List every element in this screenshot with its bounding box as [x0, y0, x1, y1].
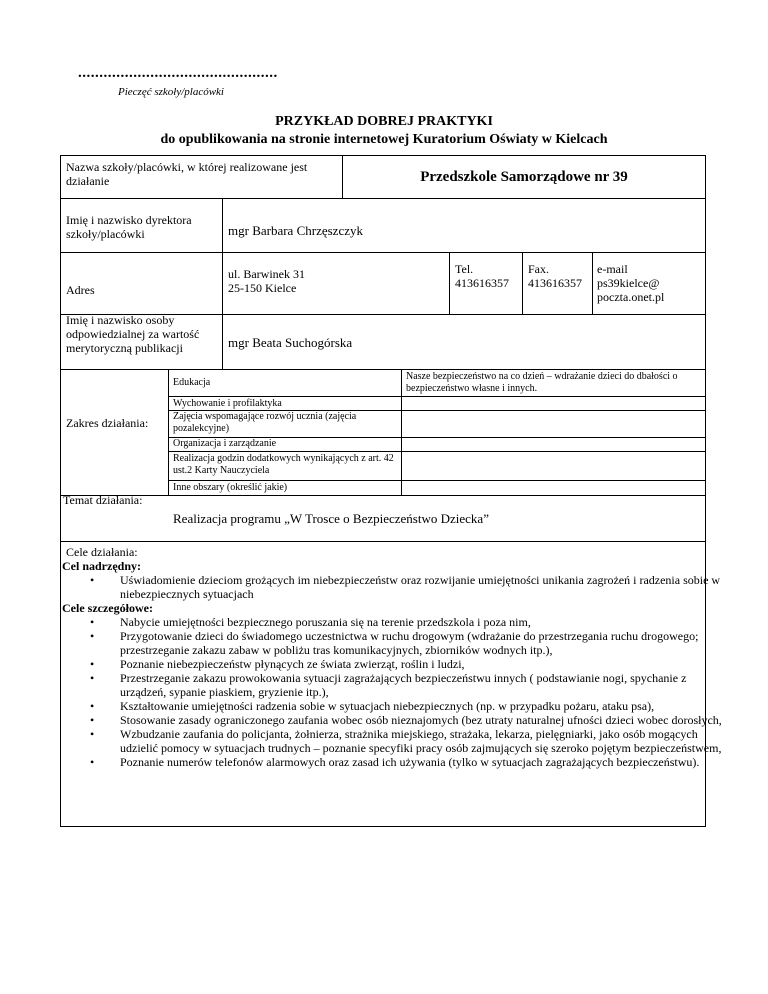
list-item: • Wzbudzanie zaufania do policjanta, żołnierza, strażnika miejskiego, strażaka, lekarza, pielęgniarki, jako osób mogących udzielić pomocy w sytuacjach trudnych – poznanie specyfiki pracy osób zajmujących się szeroko pojętym bezpieczeństwem, [62, 727, 732, 755]
responsible-label: Imię i nazwisko osoby odpowiedzialnej za wartość merytoryczną publikacji [66, 313, 200, 355]
responsible-value: mgr Beata Suchogórska [228, 335, 353, 350]
page-subtitle: do opublikowania na stronie internetowej Kuratorium Oświaty w Kielcach [160, 132, 608, 147]
fax-label: Fax. [528, 262, 549, 276]
address-label: Adres [66, 283, 95, 297]
stamp-dots: ............................................... [78, 65, 278, 81]
scope-area-upbringing: Wychowanie i profilaktyka [173, 398, 282, 409]
scope-area-organization: Organizacja i zarządzanie [173, 438, 277, 449]
main-goal-label: Cel nadrzędny: [62, 559, 141, 573]
school-name-value: Przedszkole Samorządowe nr 39 [420, 169, 628, 185]
address-street: ul. Barwinek 31 [228, 267, 305, 281]
list-item: • Przygotowanie dzieci do świadomego uczestnictwa w ruchu drogowym (wdrażanie do przestrzegania ruchu drogowego; przestrzeganie zakazu zabaw w pobliżu tras komunikacyjnych, zbiorników wodnych itp.), [62, 629, 732, 657]
list-item: • Stosowanie zasady ograniczonego zaufania wobec osób nieznajomych (bez utraty naturalnej ufności dzieci wobec dorosłych, [62, 713, 732, 727]
address-city: 25-150 Kielce [228, 281, 297, 295]
topic-label: Temat działania: [63, 493, 143, 507]
goals-label: Cele działania: [66, 545, 138, 559]
page-title: PRZYKŁAD DOBREJ PRAKTYKI [275, 114, 493, 129]
scope-area-education-value: Nasze bezpieczeństwo na co dzień – wdrażanie dzieci do dbałości o bezpieczeństwo własne i innych. [406, 371, 678, 394]
scope-area-education: Edukacja [173, 377, 211, 388]
scope-area-extra-classes: Zajęcia wspomagające rozwój ucznia (zajęcia pozalekcyjne) [173, 411, 357, 434]
email-value-line2: poczta.onet.pl [597, 290, 665, 304]
specific-goals-label: Cele szczegółowe: [62, 601, 153, 615]
scope-area-additional-hours: Realizacja godzin dodatkowych wynikających z art. 42 ust.2 Karty Nauczyciela [173, 453, 394, 476]
topic-value: Realizacja programu „W Trosce o Bezpieczeństwo Dziecka” [173, 511, 489, 526]
stamp-label: Pieczęć szkoły/placówki [118, 86, 224, 98]
tel-label: Tel. [455, 262, 474, 276]
scope-area-other: Inne obszary (określić jakie) [173, 482, 288, 493]
list-item: • Uświadomienie dzieciom grożących im niebezpieczeństw oraz rozwijanie umiejętności unikania zagrożeń i radzenia sobie w niebezpiecznych sytuacjach [62, 573, 732, 601]
email-value-line1: ps39kielce@ [597, 276, 660, 290]
list-item: • Poznanie numerów telefonów alarmowych oraz zasad ich używania (tylko w sytuacjach zagrażających bezpieczeństwu). [62, 755, 732, 769]
list-item: • Nabycie umiejętności bezpiecznego poruszania się na terenie przedszkola i poza nim, [62, 615, 732, 629]
director-value: mgr Barbara Chrzęszczyk [228, 223, 363, 238]
specific-goals-list [62, 615, 768, 769]
fax-value: 413616357 [528, 276, 582, 290]
list-item: • Kształtowanie umiejętności radzenia sobie w sytuacjach niebezpiecznych (np. w przypadku pożaru, ataku psa), [62, 699, 732, 713]
goals-section [62, 545, 768, 769]
list-item: • Przestrzeganie zakazu prowokowania sytuacji zagrażających bezpieczeństwu innych ( podstawianie nogi, spychanie z urządzeń, sypanie piaskiem, gryzienie itp.), [62, 671, 732, 699]
list-item: • Poznanie niebezpieczeństw płynących ze świata zwierząt, roślin i ludzi, [62, 657, 732, 671]
scope-label: Zakres działania: [66, 416, 149, 430]
email-label: e-mail [597, 262, 628, 276]
main-goal-list [62, 573, 768, 601]
director-label: Imię i nazwisko dyrektora szkoły/placówki [66, 213, 192, 241]
school-name-label: Nazwa szkoły/placówki, w której realizowane jest działanie [66, 160, 308, 188]
tel-value: 413616357 [455, 276, 509, 290]
